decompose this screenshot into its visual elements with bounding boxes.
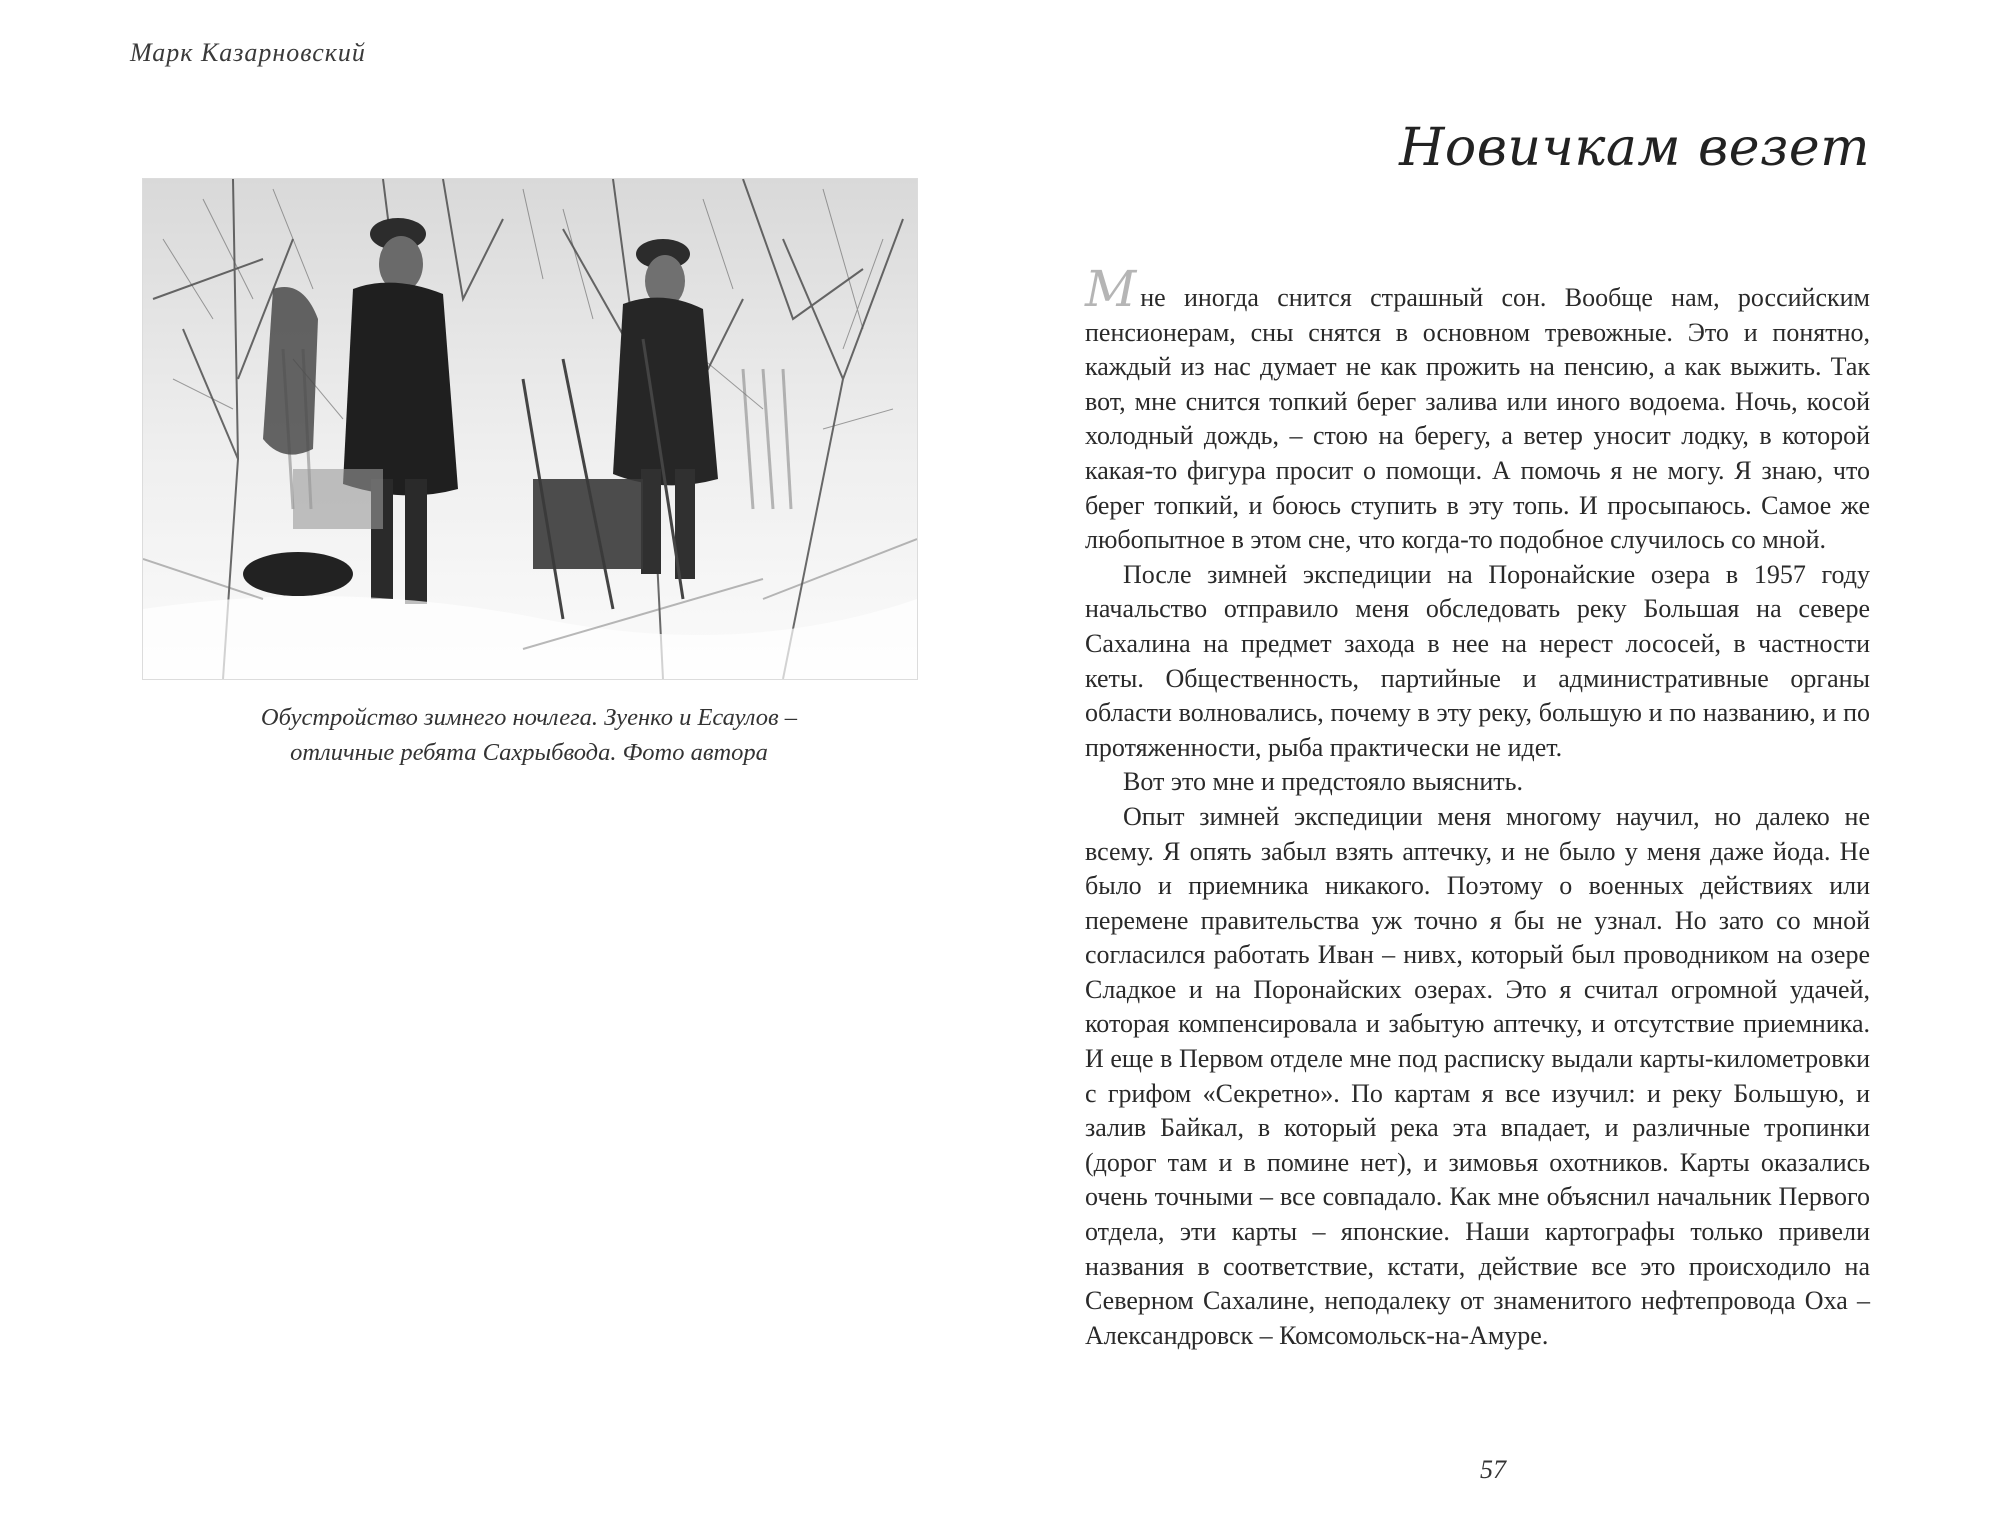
chapter-title: Новичкам везет	[1399, 118, 1870, 178]
drop-cap: М	[1085, 260, 1137, 318]
photo-image	[143, 179, 917, 679]
caption-line-2: отличные ребята Сахрыбвода. Фото автора	[290, 739, 768, 766]
body-text	[1085, 260, 1870, 1353]
running-head-author: Марк Казарновский	[130, 38, 366, 67]
paragraph-1	[1085, 260, 1870, 558]
paragraph-1-text: не иногда снится страшный сон. Вообще нам, российским пенсионерам, сны снятся в основном тревожные. Это и понятно, каждый из нас думает не как прожить на пенсию, а как выжить. Так вот, мне снится топкий берег залива или иного водоема. Ночь, косой холодный дождь, – стою на берегу, а ветер уносит лодку, в которой какая-то фигура просит о помощи. А помочь я не могу. Я знаю, что берег топкий, и боюсь ступить в эту топь. И просыпаюсь. Самое же любопытное в этом сне, что когда-то подобное случилось со мной.	[1085, 283, 1870, 555]
right-page	[1000, 0, 2000, 1514]
page-number: 57	[1480, 1455, 1506, 1484]
paragraph-4: Опыт зимней экспедиции меня многому научил, но далеко не всему. Я опять забыл взять аптечку, и не было у меня даже йода. Не было и приемника никакого. Поэтому о военных действиях или перемене правительства уж точно я бы не узнал. Но зато со мной согласился работать Иван – нивх, который был проводником на озере Сладкое и на Поронайских озерах. Это я считал огромной удачей, которая компенсировала и забытую аптечку, и отсутствие приемника. И еще в Первом отделе мне под расписку выдали карты-километровки с грифом «Секретно». По картам я все изучил: и реку Большую, и залив Байкал, в который река эта впадает, и различные тропинки (дорог там и в помине нет), и зимовья охотников. Карты оказались очень точными – все совпадало. Как мне объяснил начальник Первого отдела, эти карты – японские. Наши картографы только привели названия в соответствие, кстати, действие все это происходило на Северном Сахалине, неподалеку от знаменитого нефтепровода Оха – Александровск – Комсомольск-на-Амуре.	[1085, 801, 1870, 1350]
caption-line-1: Обустройство зимнего ночлега. Зуенко и Есаулов –	[260, 704, 798, 731]
photo-caption	[142, 700, 916, 770]
paragraph-3: Вот это мне и предстояло выяснить.	[1123, 767, 1523, 797]
paragraph-2: После зимней экспедиции на Поронайские озера в 1957 году начальство отправило меня обследовать реку Большая на севере Сахалина на предмет захода в нее на нерест лососей, в частности кеты. Общественность, партийные и административные органы области волновались, почему в эту реку, большую и по названию, и по протяженности, рыба практически не идет.	[1085, 559, 1870, 762]
winter-camp-photo	[142, 178, 918, 680]
